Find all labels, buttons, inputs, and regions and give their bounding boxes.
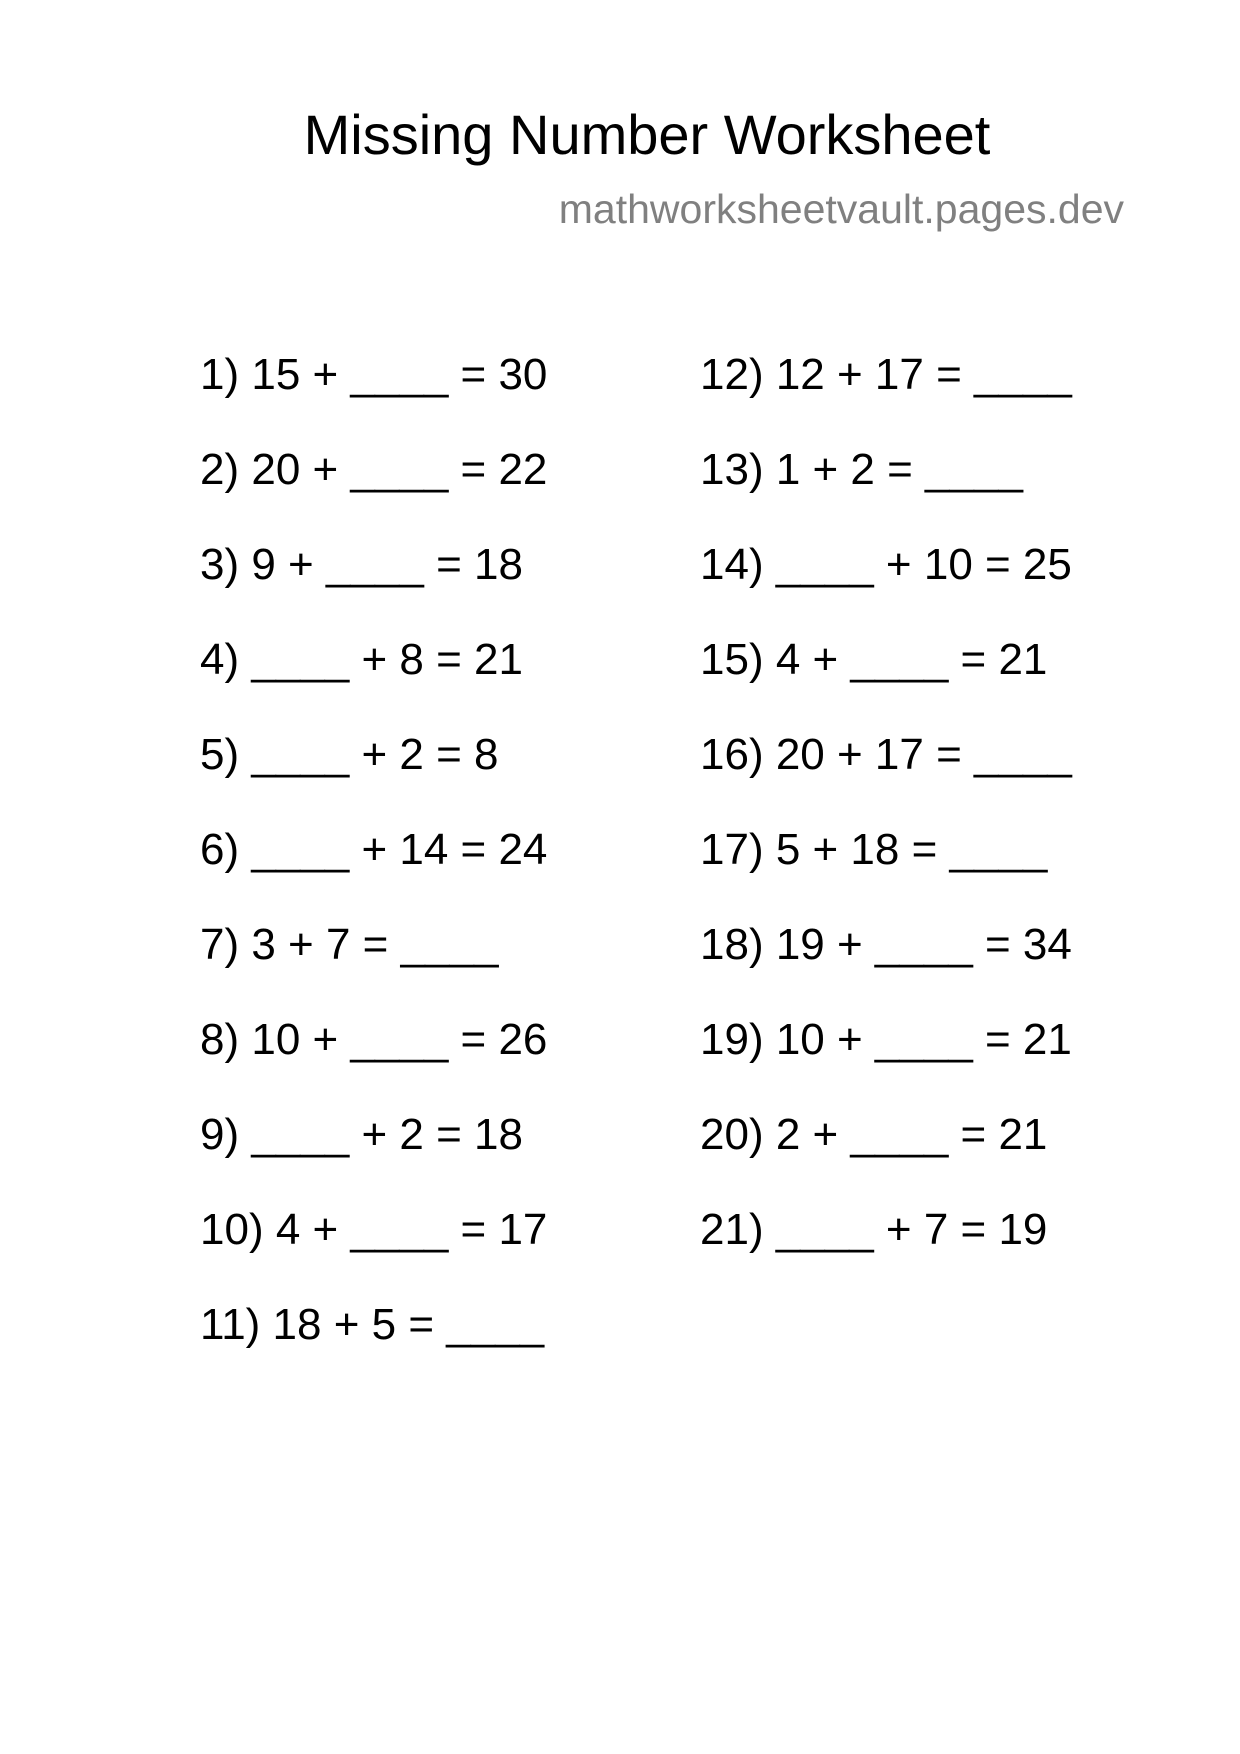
- problem-column-left: [200, 345, 547, 1390]
- problem-7: 7) 3 + 7 = ____: [200, 920, 499, 969]
- problem-8: 8) 10 + ____ = 26: [200, 1015, 548, 1064]
- page-title: Missing Number Worksheet: [303, 103, 991, 166]
- problem-13: 13) 1 + 2 = ____: [700, 445, 1023, 494]
- problem-18: 18) 19 + ____ = 34: [700, 920, 1072, 969]
- problem-20: 20) 2 + ____ = 21: [700, 1110, 1048, 1159]
- problem-16: 16) 20 + 17 = ____: [700, 730, 1072, 779]
- source-site: mathworksheetvault.pages.dev: [558, 186, 1124, 232]
- problem-14: 14) ____ + 10 = 25: [700, 540, 1072, 589]
- problem-19: 19) 10 + ____ = 21: [700, 1015, 1072, 1064]
- problem-5: 5) ____ + 2 = 8: [200, 730, 499, 779]
- problem-4: 4) ____ + 8 = 21: [200, 635, 523, 684]
- problem-10: 10) 4 + ____ = 17: [200, 1205, 548, 1254]
- problem-column-right: [700, 345, 1072, 1295]
- problem-6: 6) ____ + 14 = 24: [200, 825, 548, 874]
- problem-3: 3) 9 + ____ = 18: [200, 540, 523, 589]
- problem-17: 17) 5 + 18 = ____: [700, 825, 1048, 874]
- problem-21: 21) ____ + 7 = 19: [700, 1205, 1048, 1254]
- problem-12: 12) 12 + 17 = ____: [700, 350, 1072, 399]
- problem-9: 9) ____ + 2 = 18: [200, 1110, 523, 1159]
- problem-1: 1) 15 + ____ = 30: [200, 350, 548, 399]
- problem-11: 11) 18 + 5 = ____: [200, 1300, 545, 1349]
- problem-2: 2) 20 + ____ = 22: [200, 445, 548, 494]
- problem-15: 15) 4 + ____ = 21: [700, 635, 1048, 684]
